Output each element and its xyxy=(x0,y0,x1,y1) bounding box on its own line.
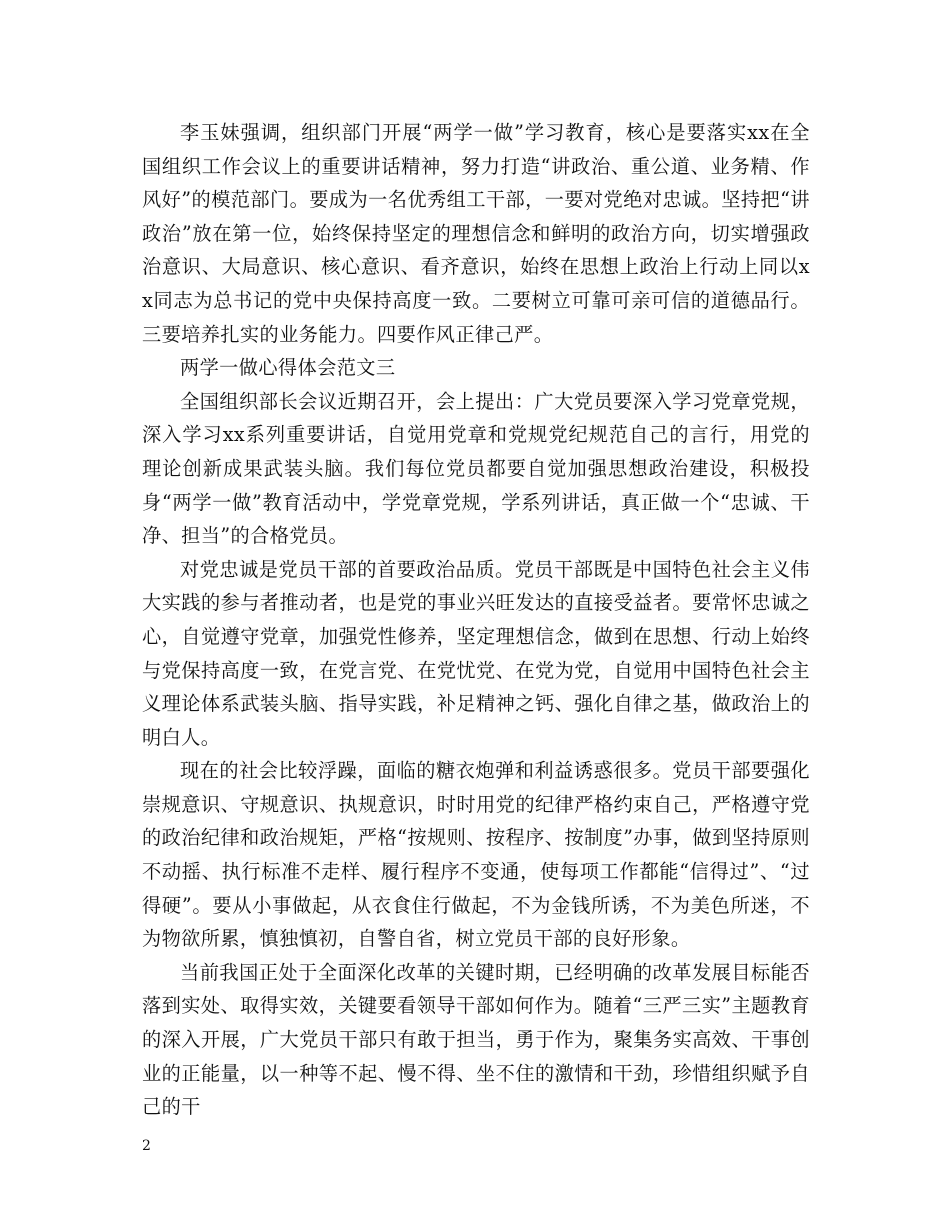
section-heading: 两学一做心得体会范文三 xyxy=(180,356,396,380)
paragraph-5: 当前我国正处于全面深化改革的关键时期，已经明确的改革发展目标能否落到实处、取得实效，关键要看领导干部如何作为。随着“三严三实”主题教育的深入开展，广大党员干部只有敢于担当，勇于作为，聚集务实高效、干事创业的正能量，以一种等不起、慢不得、坐不住的激情和干劲，珍惜组织赋予自己的干 xyxy=(142,960,810,1119)
page-number: 2 xyxy=(142,1138,151,1154)
paragraph-1: 李玉妹强调，组织部门开展“两学一做”学习教育，核心是要落实xx在全国组织工作会议上的重要讲话精神，努力打造“讲政治、重公道、业务精、作风好”的模范部门。要成为一名优秀组工干部，一要对党绝对忠诚。坚持把“讲政治”放在第一位，始终保持坚定的理想信念和鲜明的政治方向，切实增强政治意识、大局意识、核心意识、看齐意识，始终在思想上政治上行动上同以xx同志为总书记的党中央保持高度一致。二要树立可靠可亲可信的道德品行。三要培养扎实的业务能力。四要作风正律己严。 xyxy=(142,121,810,346)
paragraph-2: 全国组织部长会议近期召开，会上提出：广大党员要深入学习党章党规，深入学习xx系列重要讲话，自觉用党章和党规党纪规范自己的言行，用党的理论创新成果武装头脑。我们每位党员都要自觉加强思想政治建设，积极投身“两学一做”教育活动中，学党章党规，学系列讲话，真正做一个“忠诚、干净、担当”的合格党员。 xyxy=(142,389,810,548)
document-body xyxy=(142,116,810,1124)
paragraph-3: 对党忠诚是党员干部的首要政治品质。党员干部既是中国特色社会主义伟大实践的参与者推动者，也是党的事业兴旺发达的直接受益者。要常怀忠诚之心，自觉遵守党章，加强党性修养，坚定理想信念，做到在思想、行动上始终与党保持高度一致，在党言党、在党忧党、在党为党，自觉用中国特色社会主义理论体系武装头脑、指导实践，补足精神之钙、强化自律之基，做政治上的明白人。 xyxy=(142,557,810,749)
paragraph-4: 现在的社会比较浮躁，面临的糖衣炮弹和利益诱惑很多。党员干部要强化崇规意识、守规意识、执规意识，时时用党的纪律严格约束自己，严格遵守党的政治纪律和政治规矩，严格“按规则、按程序、按制度”办事，做到坚持原则不动摇、执行标准不走样、履行程序不变通，使每项工作都能“信得过”、“过得硬”。要从小事做起，从衣食住行做起，不为金钱所诱，不为美色所迷，不为物欲所累，慎独慎初，自警自省，树立党员干部的良好形象。 xyxy=(142,759,810,951)
